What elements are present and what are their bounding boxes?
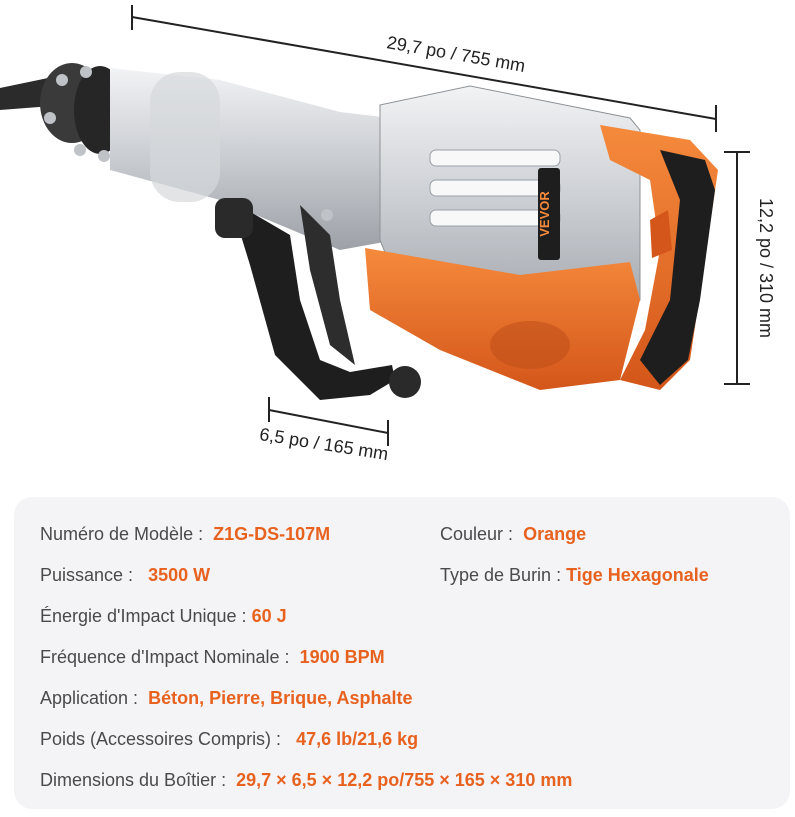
spec-label: Couleur :	[440, 524, 514, 544]
height-label: 12,2 po / 310 mm	[756, 197, 776, 339]
brand-logo: VEVOR	[537, 191, 552, 237]
spec-box-dimensions	[40, 770, 572, 791]
spec-value: Béton, Pierre, Brique, Asphalte	[148, 688, 413, 708]
spec-application	[40, 688, 412, 709]
spec-label: Poids (Accessoires Compris) :	[40, 729, 282, 749]
specifications-panel	[14, 497, 790, 809]
spec-value: 3500 W	[148, 565, 211, 585]
spec-label: Puissance :	[40, 565, 134, 585]
grip-width-label: 6,5 po / 165 mm	[258, 424, 390, 465]
grip-width-dimension	[258, 397, 390, 464]
height-dimension	[724, 152, 776, 384]
spec-label: Dimensions du Boîtier :	[40, 770, 227, 790]
spec-color	[440, 524, 586, 545]
spec-chisel-type	[440, 565, 709, 586]
spec-impact-energy	[40, 606, 287, 627]
spec-power	[40, 565, 210, 586]
spec-value: 29,7 × 6,5 × 12,2 po/755 × 165 × 310 mm	[236, 770, 573, 790]
spec-impact-frequency	[40, 647, 385, 668]
spec-value: 47,6 lb/21,6 kg	[296, 729, 419, 749]
demolition-hammer-illustration	[0, 63, 718, 400]
spec-model-number	[40, 524, 330, 545]
spec-value: 60 J	[251, 606, 287, 626]
spec-label: Énergie d'Impact Unique :	[40, 606, 247, 626]
spec-value: 1900 BPM	[299, 647, 385, 667]
spec-label: Type de Burin :	[440, 565, 562, 585]
spec-value: Tige Hexagonale	[566, 565, 709, 585]
spec-label: Application :	[40, 688, 139, 708]
length-label: 29,7 po / 755 mm	[385, 32, 527, 76]
spec-label: Numéro de Modèle :	[40, 524, 204, 544]
spec-label: Fréquence d'Impact Nominale :	[40, 647, 290, 667]
spec-value: Z1G-DS-107M	[213, 524, 331, 544]
spec-value: Orange	[523, 524, 587, 544]
spec-weight	[40, 729, 418, 750]
